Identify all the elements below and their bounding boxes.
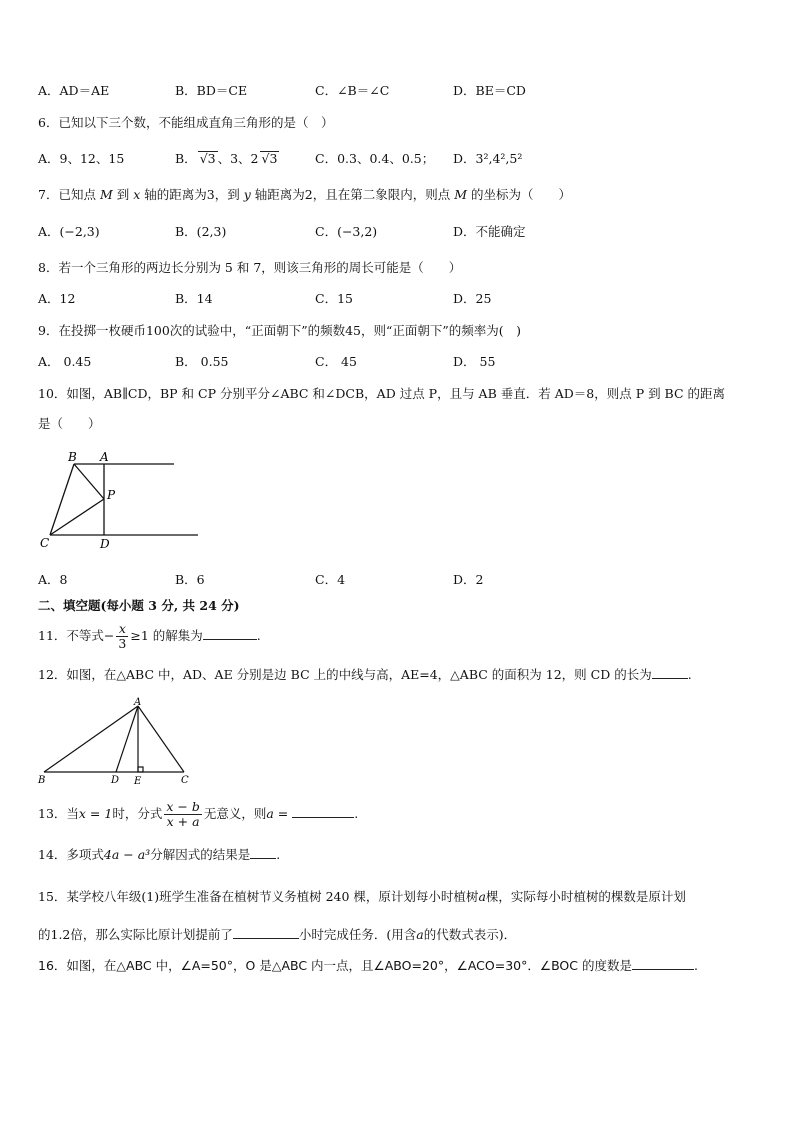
q12-figure — [32, 696, 197, 788]
q9-option-d: D． 55 — [453, 354, 496, 369]
segment-bc — [50, 464, 74, 535]
q8-option-a: A．12 — [38, 291, 76, 306]
label-c: C — [40, 536, 50, 550]
label-a: A — [100, 450, 109, 464]
label-d: D — [100, 537, 110, 551]
label-a: A — [134, 697, 142, 708]
q8-option-d: D．25 — [453, 291, 492, 306]
answer-blank[interactable] — [250, 846, 276, 859]
q10-figure — [36, 446, 206, 554]
segment-ac — [138, 706, 184, 772]
answer-blank[interactable] — [292, 805, 354, 818]
section-title: 二、填空题(每小题 3 分, 共 24 分) — [38, 598, 240, 613]
q9-options — [38, 353, 758, 371]
segment-ad — [116, 706, 138, 772]
q9-option-c: C． 45 — [315, 354, 357, 369]
q10-stem-line2: 是（ ） — [38, 416, 101, 431]
answer-blank[interactable] — [203, 627, 257, 640]
q7-stem: 7．已知点 M 到 x 轴的距离为3，到 y 轴距离为2，且在第二象限内，则点 M 的坐标为（ ） — [38, 187, 572, 202]
q7-option-b: B．(2,3) — [175, 224, 227, 239]
q8-stem: 8．若一个三角形的两边长分别为 5 和 7，则该三角形的周长可能是（ ） — [38, 260, 462, 275]
q10-option-b: B．6 — [175, 572, 205, 587]
q7-option-d: D．不能确定 — [453, 224, 526, 239]
label-c: C — [181, 775, 189, 786]
q6-option-b: B． √3 、3、2 √3 — [175, 151, 278, 166]
fraction: $\frac{x}{3}$ — [118, 621, 127, 651]
q5-option-c: C．∠B＝∠C — [315, 83, 390, 98]
answer-blank[interactable] — [652, 666, 688, 679]
q15-stem-line2: 的1.2倍，那么实际比原计划提前了 小时完成任务．(用含a的代数式表示)． — [38, 927, 517, 942]
label-e: E — [134, 776, 142, 787]
segment-bp — [74, 464, 104, 499]
q5-option-a: A．AD＝AE — [38, 83, 110, 98]
q10-option-d: D．2 — [453, 572, 484, 587]
label-b: B — [38, 775, 46, 786]
q12-stem: 12．如图，在△ABC 中，AD、AE 分别是边 BC 上的中线与高，AE=4，△ABC 的面积为 12，则 CD 的长为 . — [38, 667, 692, 682]
q9-option-b: B． 0.55 — [175, 354, 229, 369]
q10-option-c: C．4 — [315, 572, 346, 587]
q8-options — [38, 290, 758, 308]
q10-option-a: A．8 — [38, 572, 68, 587]
q7-option-a: A．(−2,3) — [38, 224, 100, 239]
q9-option-a: A． 0.45 — [38, 354, 92, 369]
q16-stem: 16．如图，在△ABC 中，∠A=50°，O 是△ABC 内一点，且∠ABO=20°，∠ACO=30°．∠BOC 的度数是 . — [38, 958, 698, 973]
fraction: $\frac{x - b}{x + a}$ — [166, 799, 200, 829]
q14-stem: 14．多项式4a − a³分解因式的结果是 . — [38, 847, 281, 862]
q7-option-c: C．(−3,2) — [315, 224, 378, 239]
right-angle-mark — [138, 767, 143, 772]
q8-option-c: C．15 — [315, 291, 353, 306]
q6-option-a: A．9、12、15 — [38, 151, 125, 166]
q13-stem: 13．当x = 1时，分式 $\frac{x - b}{x + a}$ 无意义，则a = . — [38, 799, 359, 829]
q8-option-b: B．14 — [175, 291, 213, 306]
q6-option-c: C．0.3、0.4、0.5； — [315, 151, 435, 166]
q9-stem: 9．在投掷一枚硬币100次的试验中，“正面朝下”的频数45，则“正面朝下”的频率为( ) — [38, 323, 522, 338]
q10-options — [38, 571, 758, 589]
q5-options — [38, 82, 758, 100]
sqrt-sign: √3 — [199, 151, 216, 166]
segment-cp — [50, 499, 104, 535]
label-p: P — [107, 488, 116, 502]
q5-option-b: B．BD＝CE — [175, 83, 248, 98]
answer-blank[interactable] — [632, 957, 694, 970]
q11-stem: 11．不等式− $\frac{x}{3}$ ≥1 的解集为 . — [38, 621, 261, 651]
q10-stem-line1: 10．如图，AB∥CD，BP 和 CP 分别平分∠ABC 和∠DCB，AD 过点 P，且与 AB 垂直．若 AD＝8，则点 P 到 BC 的距离 — [38, 386, 726, 401]
q7-options — [38, 223, 758, 241]
answer-blank[interactable] — [233, 926, 299, 939]
sqrt-sign: √3 — [261, 151, 278, 166]
label-d: D — [111, 775, 120, 786]
q6-option-d: D．3²,4²,5² — [453, 151, 523, 166]
q6-stem: 6．已知以下三个数，不能组成直角三角形的是（ ） — [38, 115, 334, 130]
segment-ab — [44, 706, 138, 772]
q5-option-d: D．BE＝CD — [453, 83, 526, 98]
q15-stem-line1: 15．某学校八年级(1)班学生准备在植树节义务植树 240 棵，原计划每小时植树a棵，实际每小时植树的棵数是原计划 — [38, 889, 686, 904]
q6-options — [38, 150, 758, 168]
label-b: B — [68, 450, 77, 464]
